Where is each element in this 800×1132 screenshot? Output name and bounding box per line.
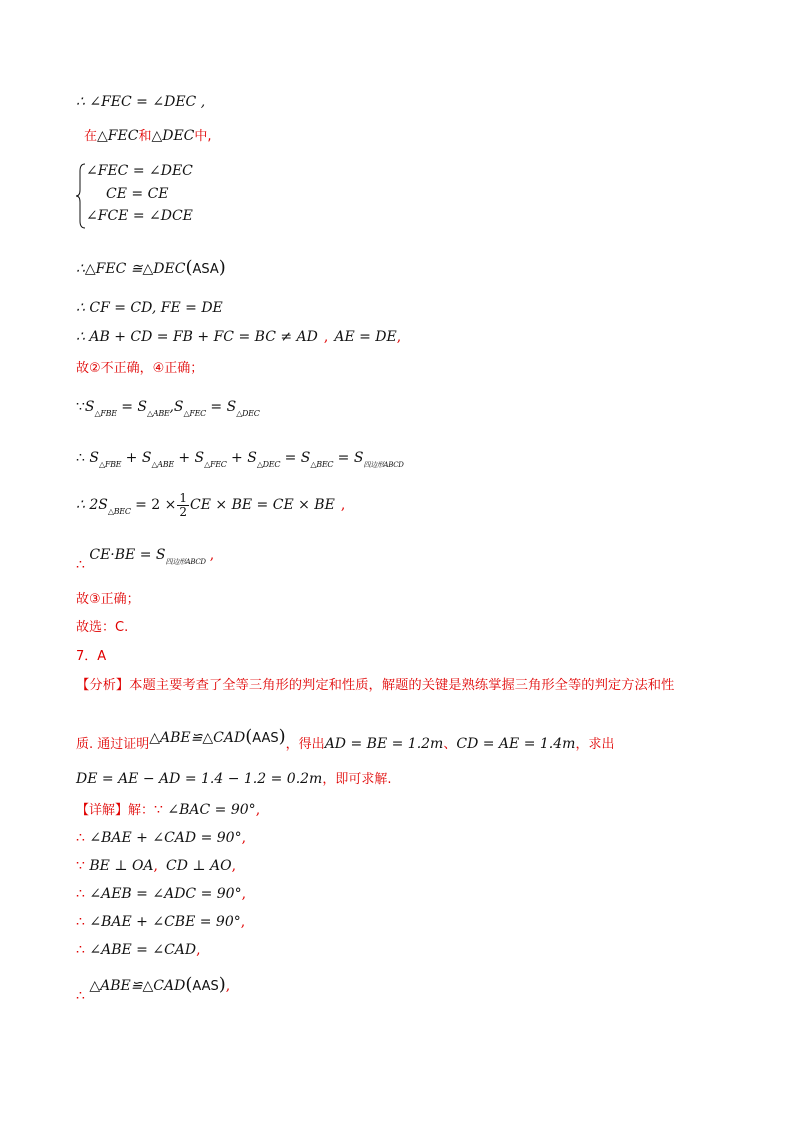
area-symbol: S — [247, 450, 257, 466]
question-number — [76, 648, 106, 666]
proof-line-4: ∴△FEC ≅△DEC(ASA) — [76, 257, 226, 278]
denominator: 2 — [179, 504, 188, 519]
comma: , — [340, 497, 346, 513]
subscript: △ABE — [146, 409, 170, 418]
subscript: △FEC — [183, 409, 206, 418]
therefore-symbol: ∴ — [76, 942, 85, 958]
triangle-label: △DEC — [151, 128, 195, 144]
therefore-symbol: ∴ — [76, 886, 85, 902]
area-symbol: S — [353, 450, 364, 466]
area-symbol: S — [84, 399, 95, 415]
text: 和 — [138, 129, 152, 144]
comma: , — [396, 329, 402, 345]
fraction-one-half — [177, 492, 189, 519]
proof-line-8: $\because S_{\triangle FBE} = S_{\triangle ABE},S_{\triangle FEC} = S_{\triangle DEC}$ — [76, 399, 260, 418]
system-row-3: ∠FCE = ∠DCE — [86, 208, 193, 224]
triangle-congruence: △ABE≌△CAD — [149, 730, 246, 746]
text: 质. 通过证明 — [76, 737, 150, 752]
system-row-2: CE = CE — [106, 186, 169, 202]
solution-line-6 — [76, 941, 201, 959]
comma: , — [240, 914, 246, 930]
proof-line-13 — [76, 619, 128, 637]
equation: ∴ AB + CD = FB + FC = BC ≠ AD — [76, 329, 318, 345]
proof-line-11 — [76, 542, 214, 578]
triangle-congruence: △ABE≌△CAD — [89, 978, 186, 994]
subscript: △BEC — [107, 507, 131, 516]
therefore-symbol: ∴ — [76, 450, 85, 466]
equation-system — [76, 163, 296, 229]
therefore-symbol: ∴ — [76, 988, 85, 1004]
equation: CE·BE = S — [89, 547, 166, 563]
equation: CE × BE = CE × BE — [190, 497, 335, 513]
congruence-reason: AAS — [252, 731, 279, 746]
system-row-1: ∠FEC = ∠DEC — [86, 163, 193, 179]
subscript: △DEC — [236, 409, 260, 418]
equation: AD = BE = 1.2m — [324, 736, 444, 752]
solution-line-7: ∴ △ABE≌△CAD(AAS), — [76, 974, 231, 1004]
congruence-reason: AAS — [192, 979, 219, 994]
text: 7．A — [76, 649, 107, 664]
area-symbol: S — [137, 399, 147, 415]
equation: ∴△FEC ≅△DEC — [76, 261, 186, 277]
area-symbol: S — [89, 450, 99, 466]
comma: , — [323, 329, 329, 345]
solution-line-2 — [76, 829, 246, 847]
text: 【详解】解： — [76, 803, 155, 818]
proof-line-2 — [84, 127, 212, 146]
comma: , — [153, 858, 158, 874]
equation: DE = AE − AD = 1.4 − 1.2 = 0.2m — [76, 771, 323, 787]
equation: CD = AE = 1.4m — [456, 736, 576, 752]
subscript: △BEC — [310, 460, 334, 469]
area-symbol: S — [226, 399, 237, 415]
text: 【分析】本题主要考查了全等三角形的判定和性质，解题的关键是熟练掌握三角形全等的判定方法和性 — [76, 678, 675, 693]
therefore-symbol: ∴ — [76, 914, 85, 930]
equation: ∴ 2S — [76, 497, 108, 513]
text: 故②不正确，④正确； — [76, 361, 204, 376]
subscript: △DEC — [256, 460, 281, 469]
comma: , — [241, 830, 247, 846]
subscript: △ABE — [151, 460, 174, 469]
subscript: △FBE — [94, 409, 117, 418]
because-symbol: ∵ — [76, 399, 85, 415]
area-symbol: S — [173, 399, 184, 415]
solution-line-1 — [76, 801, 260, 820]
proof-line-9: ∴ $S_{\triangle FBE} + S_{\triangle ABE} + S_{\triangle FEC} + S_{\triangle DEC} = S_{\triangle BEC} = S_{四边形ABCD}$ — [76, 450, 404, 469]
proof-line-12 — [76, 591, 140, 609]
comma: , — [225, 978, 231, 994]
text: 故选：C. — [76, 620, 129, 635]
equation: ∠BAC = 90° — [167, 802, 256, 818]
text: ，得出 — [285, 737, 325, 752]
proof-line-7 — [76, 360, 203, 378]
triangle-label: △FEC — [97, 128, 139, 144]
comma: , — [231, 858, 237, 874]
subscript: △FEC — [204, 460, 227, 469]
equation: ∠AEB = ∠ADC = 90° — [89, 886, 242, 902]
equation: ∴ CF = CD, FE = DE — [76, 300, 223, 316]
solution-line-5 — [76, 913, 245, 931]
subscript: △FBE — [98, 460, 122, 469]
proof-line-10: ∴ $2S_{\triangle BEC} = 2$ × $\frac{1}{2}$ CE × BE = CE × BE , — [76, 490, 346, 519]
analysis-line-2: 质. 通过证明△ABE≌△CAD(AAS)，得出AD = BE = 1.2m、CD = AE = 1.4m，求出 — [76, 726, 615, 752]
equation: ∠ABE = ∠CAD — [89, 942, 197, 958]
analysis-line-3 — [76, 770, 391, 789]
congruence-reason: ASA — [192, 262, 219, 277]
area-symbol: S — [300, 450, 311, 466]
equation: CD ⊥ AO — [166, 858, 232, 874]
text: 、 — [443, 737, 457, 752]
text: 在 — [84, 129, 98, 144]
text: 中, — [194, 129, 212, 144]
area-symbol: S — [141, 450, 152, 466]
proof-line-5 — [76, 299, 223, 317]
equation: AE = DE — [334, 329, 397, 345]
subscript: 四边形ABCD — [165, 558, 206, 566]
comma: , — [255, 802, 261, 818]
therefore-symbol: ∴ — [76, 830, 85, 846]
text: ，求出 — [575, 737, 615, 752]
because-symbol: ∵ — [154, 802, 163, 818]
because-symbol: ∵ — [76, 858, 85, 874]
solution-line-4 — [76, 885, 246, 903]
text: 故③正确； — [76, 592, 140, 607]
numerator: 1 — [179, 490, 188, 505]
subscript: 四边形ABCD — [363, 461, 404, 469]
left-brace — [76, 163, 86, 229]
comma: , — [209, 547, 215, 563]
area-symbol: S — [194, 450, 205, 466]
proof-line-6 — [76, 328, 401, 346]
equation: ∠BAE + ∠CBE = 90° — [89, 914, 241, 930]
solution-line-3 — [76, 857, 236, 875]
equation: ∠BAE + ∠CAD = 90° — [89, 830, 242, 846]
comma: , — [196, 942, 201, 958]
therefore-symbol: ∴ — [76, 557, 85, 573]
analysis-line-1 — [76, 677, 674, 695]
text: ，即可求解. — [322, 772, 392, 787]
proof-line-1 — [76, 93, 205, 111]
comma: , — [241, 886, 247, 902]
equation: BE ⊥ OA — [89, 858, 154, 874]
equation: ∴ ∠FEC = ∠DEC , — [76, 94, 206, 110]
